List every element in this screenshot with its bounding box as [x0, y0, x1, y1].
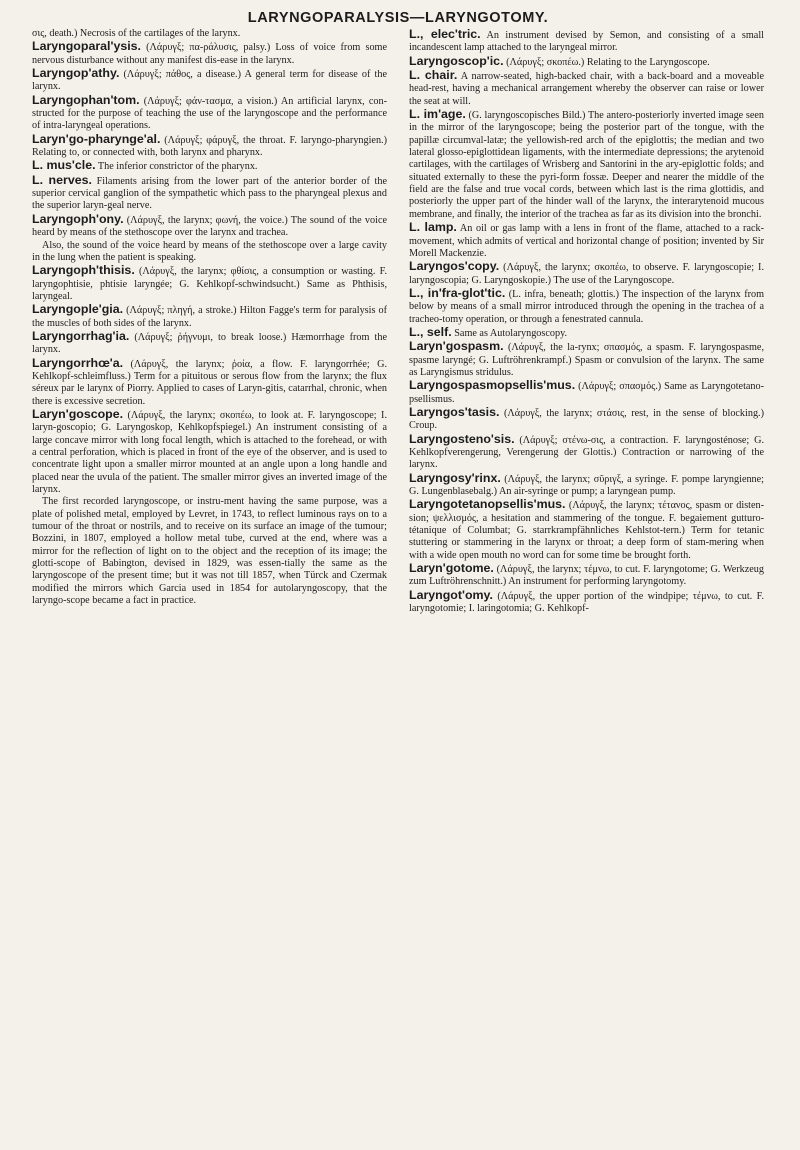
dictionary-entry — [32, 133, 387, 160]
entry-text: (Λάρυγξ; πάθος, a disease.) A general term for disease of the larynx. — [32, 69, 387, 93]
entry-headword: Laryngosteno'sis. — [409, 431, 515, 446]
entry-text: (Λάρυγξ; σπασμός.) Same as Laryngotetano-psellismus. — [409, 381, 764, 405]
entry-headword: Laryngos'copy. — [409, 259, 500, 274]
dictionary-entry — [409, 260, 764, 287]
entry-headword: L. nerves. — [32, 172, 92, 187]
entry-headword: L., self. — [409, 324, 452, 339]
dictionary-entry — [32, 496, 387, 607]
entry-headword: Laryngoph'thisis. — [32, 263, 135, 278]
sub-entry — [409, 28, 764, 55]
entry-text: (Λάρυγξ; φάρυγξ, the throat. F. laryngo-pharyngien.) Relating to, or connected with, both larynx and pharynx. — [32, 134, 387, 159]
entry-headword: L., elec'tric. — [409, 27, 481, 41]
entry-headword: Laryn'gotome. — [409, 561, 494, 576]
dictionary-entry — [409, 433, 764, 472]
entry-text: Also, the sound of the voice heard by means of the stethoscope over a large cavity in the lung when the patient is speaking. — [32, 239, 387, 263]
entry-text: The first recorded laryngoscope, or instru-ment having the same purpose, was a plate of polished metal, employed by Levret, in 1743, to reflect luminous rays on to a tumour of the throat or nostrils, and to receive on its surface an image of the tumour; Bozzini, in 1807, employed a hollow metal tube, curved at the end, where was a mirror for the reflection of light on to the object and the reception of its image; the glotti-scope of Babington, devised in 1829, was essen-tially the same as the laryngoscope of the present time; but it was not till 1857, when Türck and Czermak modified the mirrors which Garcia used in 1854 for autolaryngoscopy, that the laryngo-scope became a fact in practice. — [32, 496, 387, 607]
entry-headword: Laryngople'gia. — [32, 302, 124, 317]
entry-text: An oil or gas lamp with a lens in front of the flame, attached to a rack-movement, which admits of vertical and horizontal change of position; invented by Sir Morell Mackenzie. — [409, 223, 764, 259]
dictionary-entry — [409, 55, 764, 69]
dictionary-entry — [409, 406, 764, 433]
entry-headword: Laryngoph'ony. — [32, 211, 124, 226]
entry-text: (Λάρυγξ; ῥήγνυμι, to break loose.) Hæmorrhage from the larynx. — [32, 331, 387, 356]
dictionary-entry — [32, 67, 387, 94]
dictionary-entry — [32, 40, 387, 67]
sub-entry — [409, 108, 764, 221]
entry-text: (Λάρυγξ, the larynx; τέτανος, spasm or disten-sion; ψελλισμός, a hesitation and stammering of the tongue. F. begaiement gutturo-tétanique of Columbat; G. starrkrampfähnliches Kehlstot-tern.) Term for tetanic stuttering or stammering in the larynx or throat; a deep form of stam-mering when with a wide open mouth no word can for some time be brought forth. — [409, 500, 764, 561]
entry-text: (Λάρυγξ, the upper portion of the windpipe; τέμνω, to cut. F. laryngotomie; I. laringotomia; G. Kehlkopf- — [409, 590, 764, 615]
entry-headword: L. chair. — [409, 68, 458, 83]
entry-headword: Laryngotetanopsellis'mus. — [409, 497, 566, 512]
entry-text: (Λάρυγξ, the larynx; ῥοία, a flow. F. laryngorrhée; G. Kehlkopf-schleimfluss.) Term for a pituitous or serous flow from the larynx; the flux séreux par le larynx of Piorry. Applied to cases of Laryn-gitis, catarrhal, chronic, when there is excessive secretion. — [32, 358, 387, 407]
sub-entry — [32, 174, 387, 213]
entry-headword: Laryngorrhœ'a. — [32, 355, 124, 370]
entry-text: (Λάρυγξ; φάν-τασμα, a vision.) An artificial larynx, con-structed for the purpose of teaching the use of the laryngoscope and the performance of intra-laryngeal operations. — [32, 95, 387, 132]
entry-text: (Λάρυγξ, the larynx; φωνή, the voice.) The sound of the voice heard by means of the stethoscope over the larynx and trachea. — [32, 214, 387, 239]
dictionary-entry — [32, 357, 387, 408]
entry-headword: Laryngos'tasis. — [409, 404, 500, 419]
dictionary-entry — [32, 303, 387, 330]
dictionary-entry — [32, 94, 387, 133]
entry-headword: L. lamp. — [409, 220, 457, 235]
entry-text: (Λάρυγξ; στένω-σις, a contraction. F. laryngosténose; G. Kehlkopfverengerung, Verengerung der Glottis.) Contraction or narrowing of the larynx. — [409, 434, 764, 471]
entry-headword: Laryn'goscope. — [32, 406, 124, 421]
dictionary-entry — [409, 379, 764, 406]
sub-entry — [32, 159, 387, 173]
entry-headword: Laryngophan'tom. — [32, 92, 140, 107]
running-head: LARYNGOPARALYSIS—LARYNGOTOMY. — [247, 10, 549, 26]
entry-headword: Laryngospasmopsellis'mus. — [409, 378, 576, 393]
sub-entry — [409, 221, 764, 260]
dictionary-entry — [409, 498, 764, 562]
right-column — [409, 28, 764, 615]
columns — [32, 28, 764, 615]
entry-text: (Λάρυγξ; πληγή, a stroke.) Hilton Fagge's term for paralysis of the muscles of both sides of the larynx. — [32, 305, 387, 329]
entry-text: (Λάρυγξ, the la-rynx; σπασμός, a spasm. F. laryngospasme, spasme laryngé; G. Luftröhrenkrampf.) Spasm or convulsion of the larynx. The same as Laryngismus stridulus. — [409, 342, 764, 378]
sub-entry — [409, 287, 764, 326]
entry-headword: L., in'fra-glot'tic. — [409, 285, 506, 300]
entry-headword: Laryngoscop'ic. — [409, 53, 504, 68]
entry-text: (Λάρυγξ, the larynx; σῦριγξ, a syringe. F. pompe laryngienne; G. Lungenblasebalg.) An air-syringe or pump; a laryngean pump. — [409, 473, 764, 498]
entry-headword: Laryngoparal'ysis. — [32, 39, 141, 54]
dictionary-entry — [32, 213, 387, 240]
dictionary-entry — [409, 472, 764, 499]
sub-entry — [409, 326, 764, 340]
left-column — [32, 28, 387, 615]
entry-text: (L. infra, beneath; glottis.) The inspection of the larynx from below by means of a small mirror introduced through the opening in the trachea of a tracheo-tomy operation, or through a fenestrated cannula. — [409, 288, 765, 325]
entry-text: σις, death.) Necrosis of the cartilages of the larynx. — [32, 28, 241, 39]
dictionary-entry — [32, 330, 387, 357]
entry-text: (Λάρυγξ, the larynx; φθίσις, a consumption or wasting. F. laryngophtisie, phtisie laryngée; G. Kehlkopf-schwindsucht.) Same as Phthisis, laryngeal. — [32, 266, 387, 302]
entry-text: Filaments arising from the lower part of the anterior border of the superior cervical ganglion of the sympathetic which pass to the pharyngeal plexus and the superior laryn-geal nerve. — [32, 175, 387, 212]
dictionary-entry — [409, 562, 764, 589]
entry-text: (Λάρυγξ, the larynx; στάσις, rest, in the sense of blocking.) Croup. — [409, 407, 764, 432]
entry-text: (Λάρυγξ; σκοπέω.) Relating to the Laryngoscope. — [503, 56, 710, 68]
entry-headword: Laryn'go-pharynge'al. — [32, 131, 161, 146]
dictionary-entry — [409, 589, 764, 616]
dictionary-entry — [32, 264, 387, 303]
entry-headword: L. im'age. — [409, 107, 466, 122]
dictionary-entry — [32, 240, 387, 265]
entry-text: (Λάρυγξ, the larynx; σκοπέω, to observe. F. laryngoscopie; I. laryngoscopia; G. Laryngoskopie.) The use of the Laryngoscope. — [409, 262, 764, 286]
entry-headword: Laryngot'omy. — [409, 587, 493, 602]
sub-entry — [409, 69, 764, 108]
entry-headword: Laryngop'athy. — [32, 66, 120, 81]
dictionary-entry — [32, 408, 387, 496]
entry-text: (Λάρυγξ; πα-ράλυσις, palsy.) Loss of voice from some nervous disturbance without any manifest dis-ease in the larynx. — [32, 42, 387, 66]
entry-text: An instrument devised by Semon, and consisting of a small incandescent lamp attached to the laryngeal mirror. — [409, 30, 764, 54]
dictionary-entry — [409, 340, 764, 379]
entry-text: The inferior constrictor of the pharynx. — [95, 161, 258, 173]
entry-headword: Laryn'gospasm. — [409, 339, 504, 354]
entry-text: A narrow-seated, high-backed chair, with a back-board and a moveable head-rest, having a mechanical arrangement whereby the observer can raise or lower the seat at will. — [409, 71, 765, 107]
entry-headword: L. mus'cle. — [32, 158, 96, 173]
entry-headword: Laryngorrhag'ia. — [32, 328, 130, 343]
entry-headword: Laryngosy'rinx. — [409, 470, 501, 485]
entry-text: (Λάρυγξ, the larynx; τέμνω, to cut. F. laryngotome; G. Werkzeug zum Luftröhrenschnitt.) An instrument for performing laryngotomy. — [409, 564, 764, 588]
entry-text: (Λάρυγξ, the larynx; σκοπέω, to look at. F. laryngoscope; I. laryn-goscopio; G. Laryngoskop, Kehlkopfspiegel.) An instrument consisting of a large concave mirror with long focal length, which is attached to the forehead, or with a central perforation, which is placed in front of the eye of the observer, and is used to concentrate light upon a smaller mirror mounted at an angle upon a long handle and placed near the uvula of the patient. The smaller mirror gives an inverted image of the larynx. — [32, 409, 387, 496]
entry-text: (G. laryngoscopisches Bild.) The antero-posteriorly inverted image seen in the mirror of the laryngoscope; being the posterior part of the tongue, with the papillæ circumval-latæ; the yellowish-red arch of the epiglottis; the median and two lateral glosso-epiglottidean ligaments, with the intermediate depressions; the arytenoid cartilages, with the cartilages of Wrisberg and Santorini in the ary-epiglottic folds; and situated externally to these the pyri-form fossæ. Deeper and nearer the middle of the field are the false and true vocal cords, between which last is the rima glottidis, and posteriorly the upper part of the hinder wall of the larynx, the interarytenoid mucous membrane, and finally, the interior of the trachea as far as its division into the bronchi. — [409, 110, 764, 220]
entry-text: Same as Autolaryngoscopy. — [451, 327, 568, 339]
